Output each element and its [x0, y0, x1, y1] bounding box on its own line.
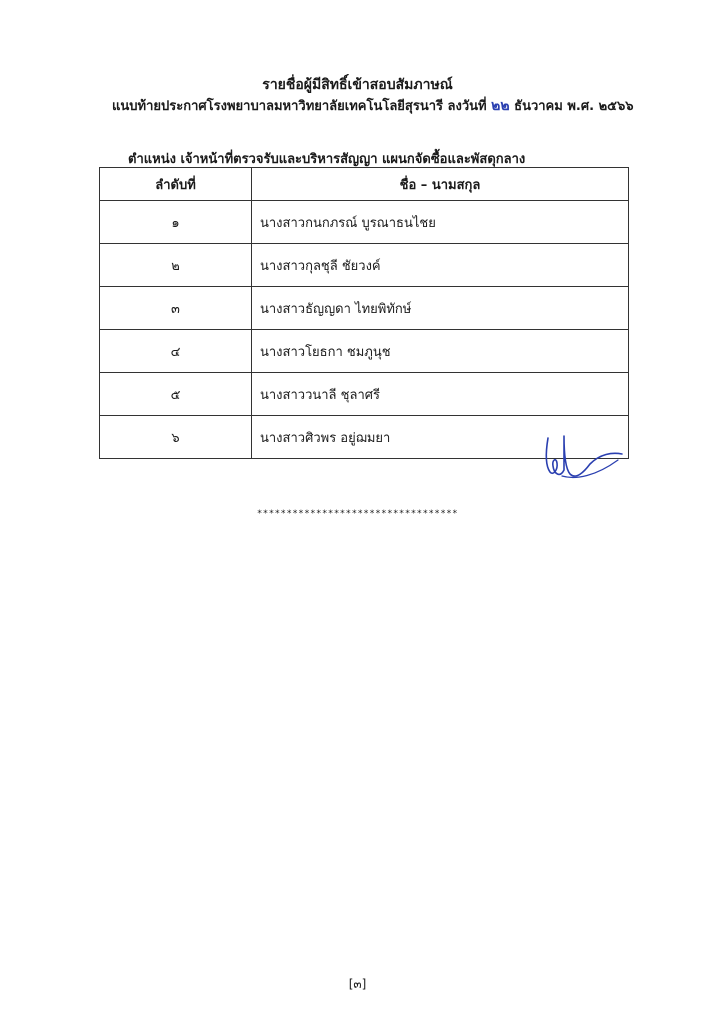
row-name: นางสาวศิวพร อยู่ฌมยา — [252, 416, 629, 459]
row-name: นางสาวกุลชุลี ชัยวงค์ — [252, 244, 629, 287]
header-name: ชื่อ – นามสกุล — [252, 168, 629, 201]
table-row — [100, 373, 629, 416]
subtitle-day-handwritten: ๒๒ — [491, 98, 510, 114]
header-order: ลำดับที่ — [100, 168, 252, 201]
row-name: นางสาววนาลี ชุลาศรี — [252, 373, 629, 416]
row-name: นางสาวโยธกา ชมภูนุช — [252, 330, 629, 373]
page-number: [๓] — [348, 977, 367, 991]
table-row — [100, 201, 629, 244]
position-line: ตำแหน่ง เจ้าหน้าที่ตรวจรับและบริหารสัญญา แผนกจัดซื้อและพัสดุกลาง — [128, 152, 526, 167]
table-row — [100, 287, 629, 330]
end-separator: ********************************** — [256, 509, 459, 519]
row-order: ๒ — [100, 244, 252, 287]
table-row — [100, 244, 629, 287]
row-name: นางสาวกนกภรณ์ บูรณาธนไชย — [252, 201, 629, 244]
document-subtitle — [112, 95, 634, 117]
row-order: ๔ — [100, 330, 252, 373]
row-order: ๑ — [100, 201, 252, 244]
signature-mark — [540, 430, 625, 485]
subtitle-date: ธันวาคม พ.ศ. ๒๕๖๖ — [514, 99, 634, 114]
table-row — [100, 330, 629, 373]
candidate-table — [99, 167, 629, 459]
document-title: รายชื่อผู้มีสิทธิ์เข้าสอบสัมภาษณ์ — [262, 77, 453, 93]
table-header-row — [100, 168, 629, 201]
row-order: ๖ — [100, 416, 252, 459]
row-order: ๓ — [100, 287, 252, 330]
row-order: ๕ — [100, 373, 252, 416]
row-name: นางสาวธัญญดา ไทยพิทักษ์ — [252, 287, 629, 330]
subtitle-announcement: แนบท้ายประกาศโรงพยาบาลมหาวิทยาลัยเทคโนโลยีสุรนารี ลงวันที่ — [112, 99, 487, 114]
